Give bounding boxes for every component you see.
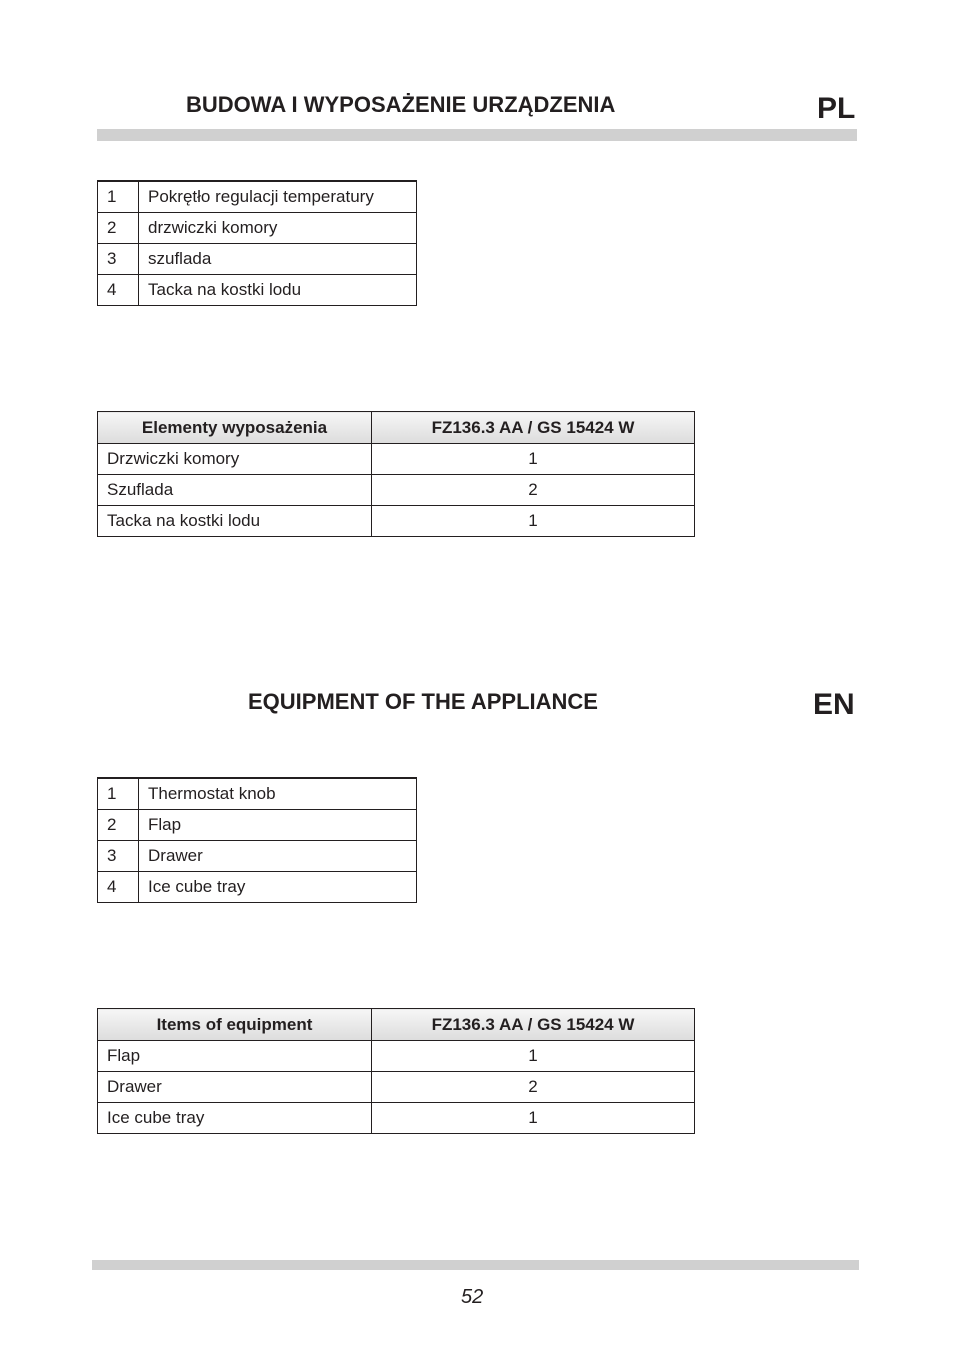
column-header-item: Items of equipment (98, 1009, 372, 1041)
equipment-item: Tacka na kostki lodu (98, 506, 372, 537)
en-language-code: EN (813, 688, 855, 721)
footer-rule (92, 1260, 859, 1270)
part-description: Flap (139, 810, 417, 841)
part-number: 4 (98, 872, 139, 903)
part-number: 3 (98, 841, 139, 872)
equipment-quantity: 2 (372, 1072, 695, 1103)
part-description: Pokrętło regulacji temperatury (139, 181, 417, 213)
equipment-item: Szuflada (98, 475, 372, 506)
pl-parts-table (97, 180, 417, 306)
table-header-row (98, 412, 695, 444)
table-row (98, 506, 695, 537)
pl-equipment-table (97, 411, 695, 537)
part-description: Thermostat knob (139, 778, 417, 810)
pl-language-code: PL (817, 92, 856, 125)
equipment-quantity: 2 (372, 475, 695, 506)
table-row (98, 244, 417, 275)
equipment-item: Drzwiczki komory (98, 444, 372, 475)
part-number: 1 (98, 778, 139, 810)
table-row (98, 475, 695, 506)
equipment-quantity: 1 (372, 1041, 695, 1072)
table-row (98, 213, 417, 244)
pl-section-title: BUDOWA I WYPOSAŻENIE URZĄDZENIA (186, 92, 616, 117)
part-number: 2 (98, 213, 139, 244)
column-header-model: FZ136.3 AA / GS 15424 W (372, 412, 695, 444)
en-section-title: EQUIPMENT OF THE APPLIANCE (248, 689, 598, 714)
en-parts-table (97, 777, 417, 903)
table-row (98, 181, 417, 213)
equipment-item: Drawer (98, 1072, 372, 1103)
column-header-item: Elementy wyposażenia (98, 412, 372, 444)
table-row (98, 1041, 695, 1072)
part-number: 1 (98, 181, 139, 213)
en-equipment-table (97, 1008, 695, 1134)
part-description: Tacka na kostki lodu (139, 275, 417, 306)
table-row (98, 444, 695, 475)
equipment-quantity: 1 (372, 506, 695, 537)
part-number: 3 (98, 244, 139, 275)
part-number: 2 (98, 810, 139, 841)
equipment-quantity: 1 (372, 444, 695, 475)
table-row (98, 778, 417, 810)
part-description: szuflada (139, 244, 417, 275)
equipment-quantity: 1 (372, 1103, 695, 1134)
column-header-model: FZ136.3 AA / GS 15424 W (372, 1009, 695, 1041)
equipment-item: Flap (98, 1041, 372, 1072)
equipment-item: Ice cube tray (98, 1103, 372, 1134)
part-number: 4 (98, 275, 139, 306)
table-row (98, 1103, 695, 1134)
part-description: Drawer (139, 841, 417, 872)
part-description: Ice cube tray (139, 872, 417, 903)
table-header-row (98, 1009, 695, 1041)
table-row (98, 872, 417, 903)
table-row (98, 1072, 695, 1103)
part-description: drzwiczki komory (139, 213, 417, 244)
header-rule (97, 129, 857, 141)
table-row (98, 841, 417, 872)
page-number: 52 (461, 1286, 484, 1308)
table-row (98, 275, 417, 306)
table-row (98, 810, 417, 841)
